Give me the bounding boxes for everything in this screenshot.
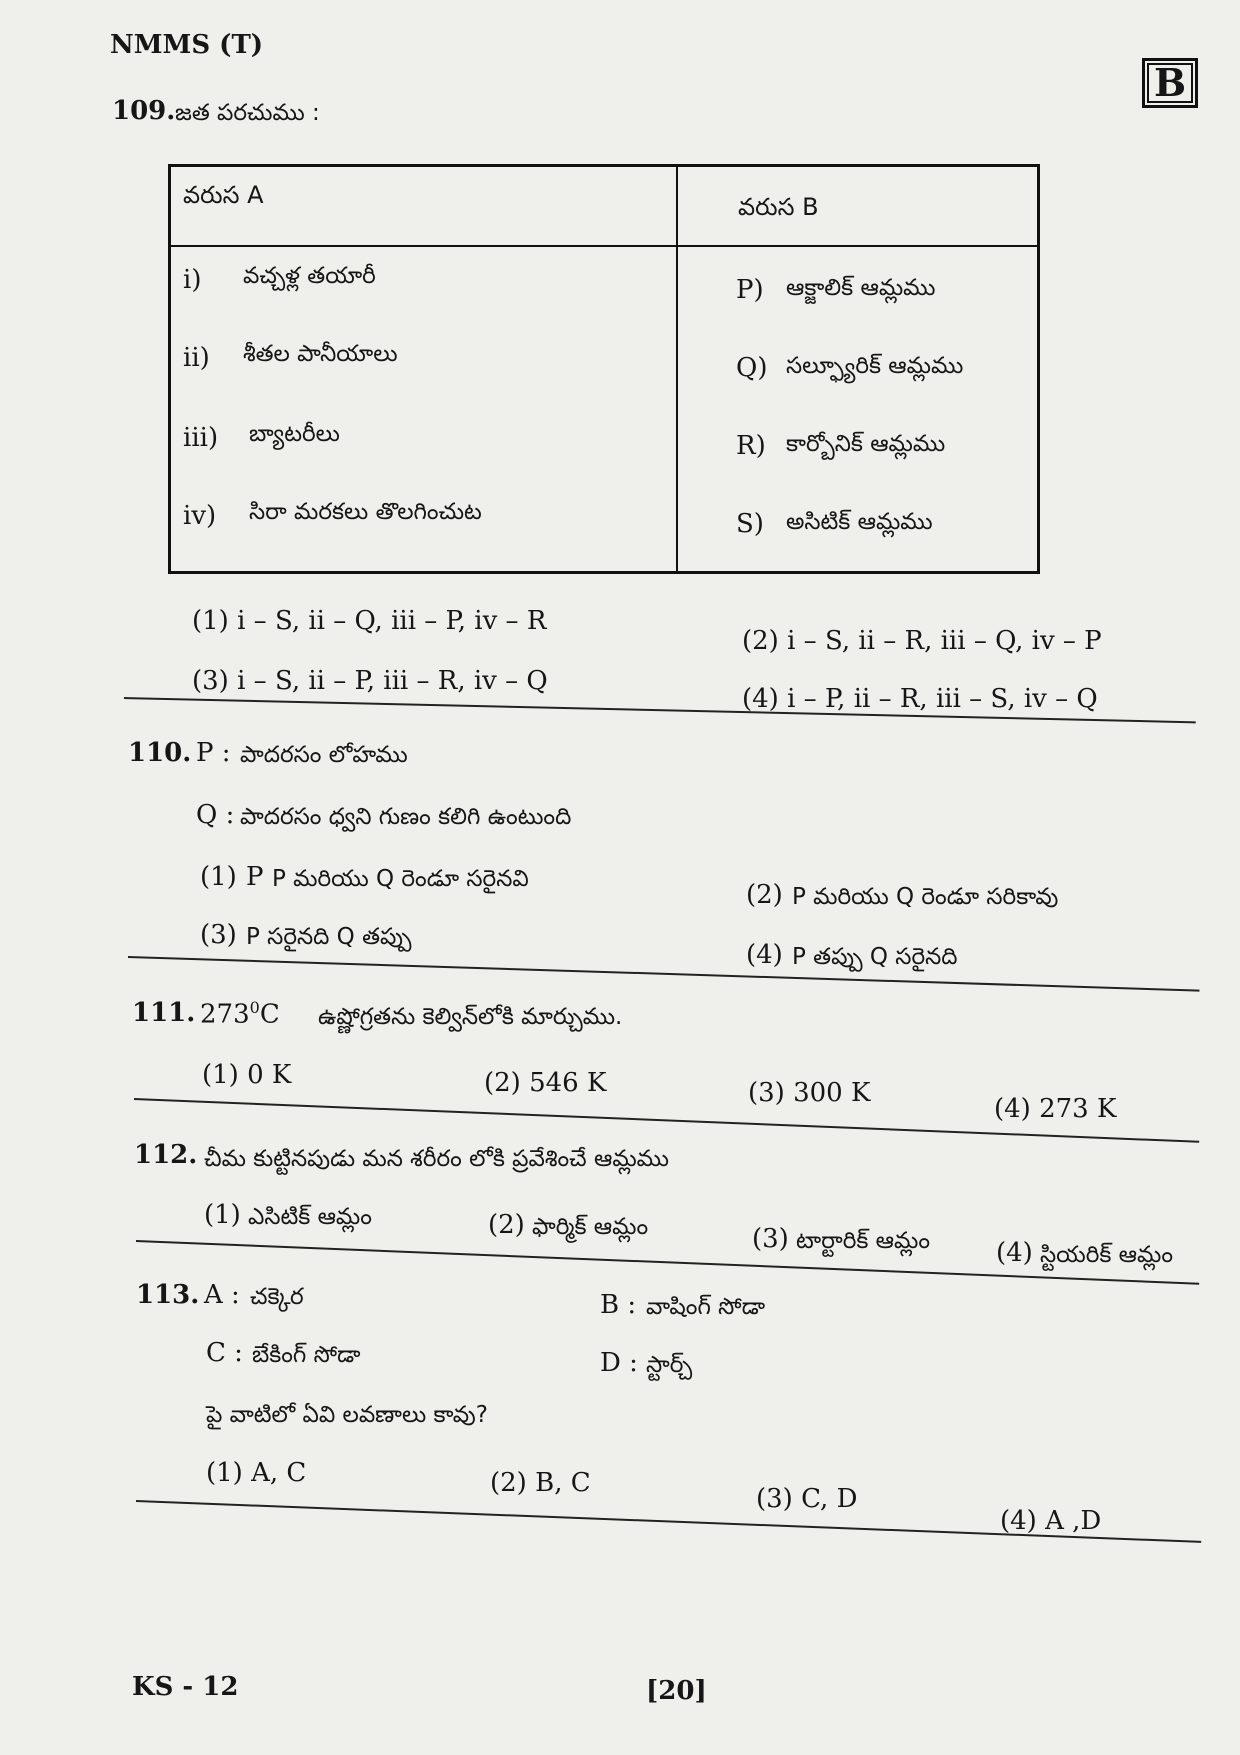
q109-number: 109. [112,96,176,126]
page-number: [20] [646,1676,707,1706]
q110-q-label: Q : [196,800,235,830]
col-b-mark: R) [736,430,766,461]
q110-p-label: P : [196,738,231,768]
q113-question: పై వాటిలో ఏవి లవణాలు కావు? [206,1402,488,1428]
q112-option-2: ఫార్మిక్ ఆమ్లం [532,1214,649,1240]
q113-d-label: D : [600,1348,638,1378]
q111-option-3: (3) 300 K [748,1078,871,1108]
q110-option-4-mark: (4) [746,940,783,970]
q113-number: 113. [136,1280,200,1310]
q109-option-3: (3) i – S, ii – P, iii – R, iv – Q [192,666,548,696]
col-b-mark: P) [736,274,764,305]
col-b-item: ఆక్జాలిక్ ఆమ్లము [786,274,936,301]
set-code-box: B [1142,58,1198,108]
q109-option-1: (1) i – S, ii – Q, iii – P, iv – R [192,606,547,636]
q112-option-3: టార్టారిక్ ఆమ్లం [796,1228,930,1254]
col-a-mark: ii) [183,342,210,373]
col-a-title: వరుస A [183,181,264,209]
q111-option-1: (1) 0 K [202,1060,292,1090]
paper-code: NMMS (T) [110,30,264,60]
q110-option-1-p: P [246,862,264,892]
q112-text: చీమ కుట్టినపుడు మన శరీరం లోకి ప్రవేశించే ఆమ్లము [204,1146,669,1172]
q113-b-label: B : [600,1290,637,1320]
q112-number: 112. [134,1140,198,1170]
q109-option-2: (2) i – S, ii – R, iii – Q, iv – P [742,626,1102,656]
col-a-mark: i) [183,264,202,295]
q113-a-label: A : [204,1280,240,1310]
col-b-items [677,246,1039,573]
col-a-item: బ్యాటరీలు [249,420,340,447]
q113-option-1: (1) A, C [206,1458,307,1488]
q112-option-2-mark: (2) [488,1210,525,1240]
q110-option-2-mark: (2) [746,880,783,910]
q112-option-1: ఎసిటిక్ ఆమ్లం [248,1204,372,1230]
q110-p-text: పాదరసం లోహము [240,742,408,768]
q111-option-4: (4) 273 K [994,1094,1117,1124]
divider [128,956,1200,992]
q113-d-text: స్టార్చ్ [646,1352,693,1378]
q110-option-1: P మరియు Q రెండూ సరైనవి [272,866,529,892]
q110-option-4: P తప్పు Q సరైనది [792,944,958,970]
col-a-mark: iv) [183,500,217,531]
col-b-title: వరుస B [738,193,819,221]
q110-option-2: P మరియు Q రెండూ సరికావు [792,884,1059,910]
q111-temperature: $273^0C$ [200,998,280,1030]
match-table [168,164,1040,574]
q112-option-3-mark: (3) [752,1224,789,1254]
col-b-item: అసిటిక్ ఆమ్లము [786,508,933,535]
col-b-item: సల్ఫ్యూరిక్ ఆమ్లము [786,352,964,379]
q111-text: ఉష్ణోగ్రతను కెల్విన్‌లోకి మార్చుము. [318,1004,623,1030]
col-b-mark: S) [736,508,764,539]
q111-option-2: (2) 546 K [484,1068,607,1098]
q113-option-2: (2) B, C [490,1468,591,1498]
col-b-item: కార్బోనిక్ ఆమ్లము [786,430,946,457]
q110-option-3: P సరైనది Q తప్పు [246,924,412,950]
q113-option-4: (4) A ,D [1000,1506,1102,1536]
q112-option-4-mark: (4) [996,1238,1033,1268]
q109-option-4: (4) i – P, ii – R, iii – S, iv – Q [742,684,1098,714]
col-a-item: శీతల పానీయాలు [243,340,398,367]
q113-a-text: చక్కెర [250,1284,304,1310]
q110-option-1-mark: (1) [200,862,237,892]
q112-option-1-mark: (1) [204,1200,241,1230]
footer-code: KS - 12 [132,1672,239,1702]
q113-c-label: C : [206,1338,243,1368]
q113-c-text: బేకింగ్ సోడా [252,1342,361,1368]
q110-number: 110. [128,738,192,768]
col-a-mark: iii) [183,422,219,453]
q112-option-4: స్టియరిక్ ఆమ్లం [1040,1242,1174,1268]
col-a-items [170,246,678,573]
q109-text: జత పరచుము : [175,100,320,126]
q111-number: 111. [132,998,196,1028]
col-b-mark: Q) [736,352,768,383]
q110-option-3-mark: (3) [200,920,237,950]
col-a-item: సిరా మరకలు తొలగించుట [249,498,482,525]
q113-option-3: (3) C, D [756,1484,858,1514]
q113-b-text: వాషింగ్ సోడా [646,1294,766,1320]
col-a-item: వచ్చళ్ల తయారీ [243,262,376,289]
q110-q-text: పాదరసం ధ్వని గుణం కలిగి ఉంటుంది [240,804,572,830]
